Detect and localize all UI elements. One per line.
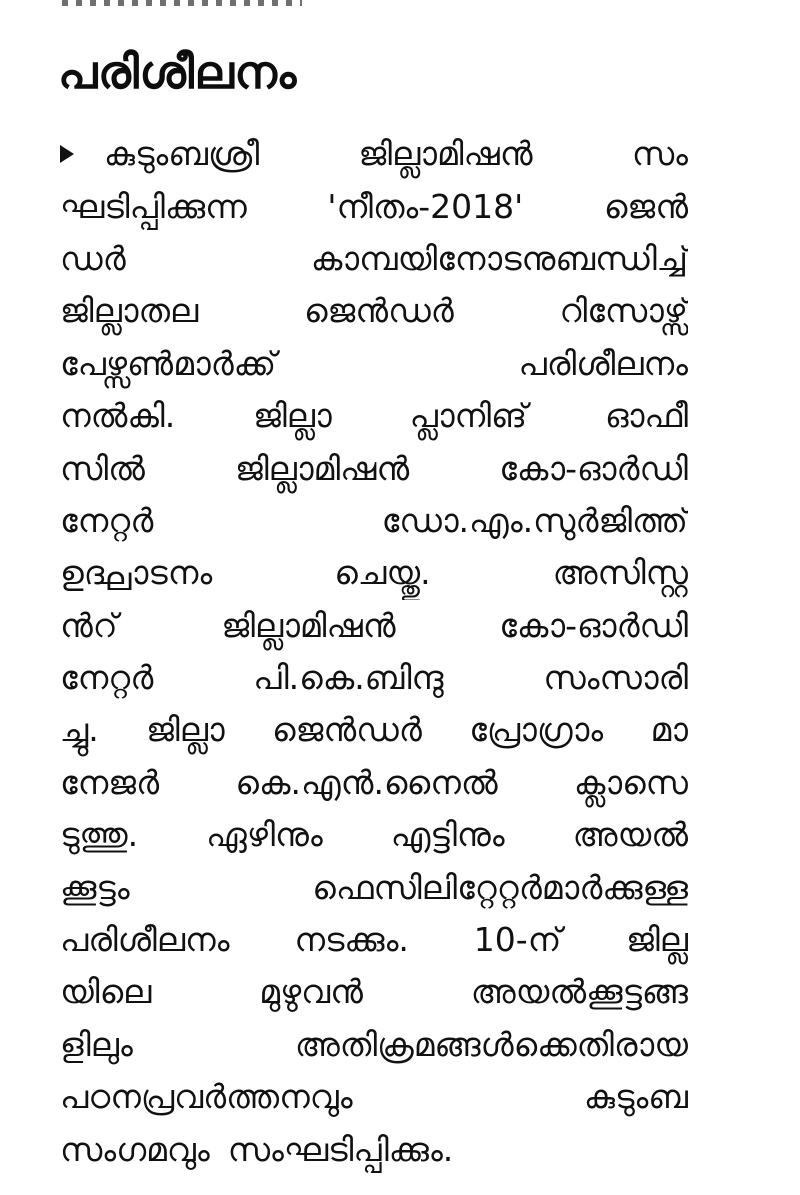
word: ഉദ്ഘാടനം (60, 553, 213, 593)
word: 'നീതം-2018' (327, 186, 524, 226)
word: റിസോഴ്സ് (559, 291, 688, 331)
article-line-2 (60, 180, 688, 232)
word: 10-ന് (473, 920, 562, 960)
word: അയൽ (572, 815, 688, 855)
word: ചെയ്തു. (334, 553, 431, 593)
word: നൽകി. (60, 396, 176, 436)
article-line-15 (60, 861, 688, 913)
article-line-4 (60, 285, 688, 337)
word: കാമ്പയിനോടനുബന്ധിച്ച് (310, 238, 688, 278)
word: ൻറ് (60, 605, 118, 645)
word: ജെൻഡർ (272, 710, 422, 750)
word: ഘടിപ്പിക്കുന്ന (60, 186, 247, 226)
word: മാ (650, 710, 688, 750)
word: കെ.എൻ.നൈൽ (235, 762, 498, 802)
article-line-1 (60, 128, 688, 180)
article-line-6 (60, 390, 688, 442)
word: നേജർ (60, 762, 160, 802)
article-line-16 (60, 914, 688, 966)
word: പരിശീലനം (518, 343, 688, 383)
article-line-19 (60, 1071, 688, 1123)
word: പി.കെ.ബിന്ദു (253, 658, 444, 698)
word: സംസാരി (543, 658, 688, 698)
article-headline: പരിശീലനം (58, 45, 297, 99)
word: കുടുംബശ്രീ (104, 134, 260, 174)
article-line-20 (60, 1123, 688, 1175)
word: ഓഫീ (605, 396, 688, 436)
word: കുടുംബ (584, 1077, 688, 1117)
word: ജില്ലാതല (60, 291, 199, 331)
word: പഠനപ്രവർത്തനവും (60, 1077, 353, 1117)
word: ജെൻഡർ (303, 291, 454, 331)
article-line-13 (60, 757, 688, 809)
word: ച്ചു. (60, 710, 99, 750)
word: അതിക്രമങ്ങൾക്കെതിരായ (294, 1024, 688, 1064)
line-text (104, 134, 688, 174)
word: ഡർ (60, 238, 126, 278)
word: ജില്ലാമിഷൻ (221, 605, 396, 645)
article-line-8 (60, 495, 688, 547)
word: മുഴുവൻ (259, 972, 363, 1012)
article-line-11 (60, 652, 688, 704)
word: യിലെ (60, 972, 152, 1012)
word: സിൽ (60, 448, 145, 488)
word: ഡോ.എം.സുർജിത്ത് (381, 500, 688, 540)
word: ക്ലാസെ (573, 762, 688, 802)
article-line-17 (60, 966, 688, 1018)
word: ടുത്തു. (60, 815, 139, 855)
word: ജില്ലാമിഷൻ (358, 134, 533, 174)
word: പേഴ്സൺമാർക്ക് (60, 343, 277, 383)
word: അസിസ്റ്റ (552, 553, 688, 593)
word: പരിശീലനം (60, 920, 230, 960)
word: പ്ലാനിങ് (409, 396, 528, 436)
word: നേറ്റർ (60, 658, 154, 698)
article-line-3 (60, 233, 688, 285)
word: ജില്ലാമിഷൻ (235, 448, 410, 488)
word: എട്ടിനും (390, 815, 505, 855)
article-line-18 (60, 1019, 688, 1071)
word: ക്കൂട്ടം (60, 867, 130, 907)
word: സംഗമവും (60, 1129, 210, 1169)
article-line-7 (60, 442, 688, 494)
word: ജില്ലാ (253, 396, 332, 436)
word: ജെൻ (603, 186, 688, 226)
article-line-12 (60, 704, 688, 756)
article-line-9 (60, 547, 688, 599)
word: ജില്ല (626, 920, 688, 960)
word: ഫെസിലിറ്റേറ്റർമാർക്കുള്ള (312, 867, 688, 907)
article-line-14 (60, 809, 688, 861)
word: സം (631, 134, 688, 174)
word: കോ-ഓർഡി (499, 448, 688, 488)
article-line-10 (60, 600, 688, 652)
article-body (60, 128, 688, 1176)
top-rule-divider (62, 0, 302, 6)
triangle-bullet-icon (60, 145, 74, 163)
word: അയൽക്കൂട്ടങ്ങ (470, 972, 688, 1012)
word: കോ-ഓർഡി (499, 605, 688, 645)
word: ജില്ലാ (146, 710, 225, 750)
word: നേറ്റർ (60, 500, 154, 540)
word: സംഘടിപ്പിക്കും. (227, 1129, 454, 1169)
article-line-5 (60, 338, 688, 390)
word: ളിലും (60, 1024, 133, 1064)
word: പ്രോഗ്രാം (469, 710, 604, 750)
word: ഏഴിനും (206, 815, 323, 855)
word: നടക്കും. (294, 920, 409, 960)
